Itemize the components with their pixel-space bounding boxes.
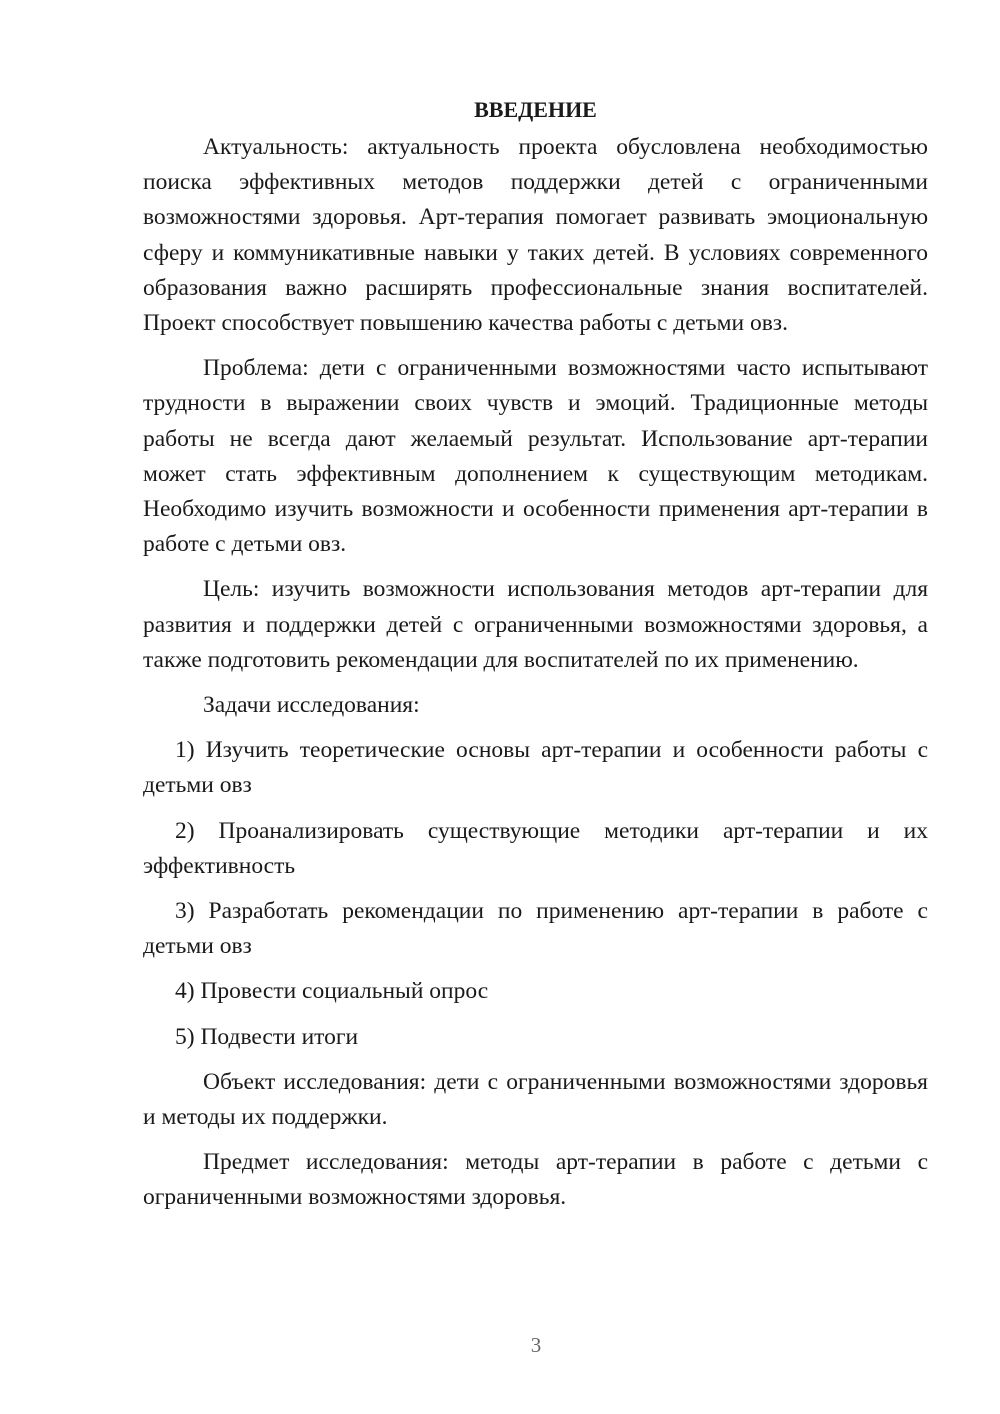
paragraph-problem: Проблема: дети с ограниченными возможностями часто испытывают трудности в выражении своих чувств и эмоций. Традиционные методы работы не всегда дают желаемый результат. Использование арт-терапии может стать эффективным дополнением к существующим методикам. Необходимо изучить возможности и особенности применения арт-терапии в работе с детьми овз. (143, 355, 928, 558)
page-number: 3 (530, 1333, 542, 1357)
task-item-3: 3) Разработать рекомендации по применению арт-терапии в работе с детьми овз (143, 898, 928, 960)
task-item-4: 4) Провести социальный опрос (175, 978, 489, 1005)
task-item-1: 1) Изучить теоретические основы арт-терапии и особенности работы с детьми овз (143, 737, 928, 799)
paragraph-goal: Цель: изучить возможности использования методов арт-терапии для развития и поддержки детей с ограниченными возможностями здоровья, а также подготовить рекомендации для воспитателей по их применению. (143, 576, 928, 673)
paragraph-relevance: Актуальность: актуальность проекта обусловлена необходимостью поиска эффективных методов поддержки детей с ограниченными возможностями здоровья. Арт-терапия помогает развивать эмоциональную сферу и коммуникативные навыки у таких детей. В условиях современного образования важно расширять профессиональные знания воспитателей. Проект способствует повышению качества работы с детьми овз. (143, 134, 928, 337)
task-item-5: 5) Подвести итоги (175, 1023, 359, 1050)
paragraph-object: Объект исследования: дети с ограниченными возможностями здоровья и методы их поддержки. (143, 1068, 928, 1131)
document-page (143, 92, 928, 1226)
paragraph-subject: Предмет исследования: методы арт-терапии в работе с детьми с ограниченными возможностями здоровья. (143, 1149, 928, 1211)
task-item-2: 2) Проанализировать существующие методики арт-терапии и их эффективность (143, 817, 928, 879)
page-title: ВВЕДЕНИЕ (474, 97, 597, 122)
tasks-heading: Задачи исследования: (203, 692, 420, 719)
